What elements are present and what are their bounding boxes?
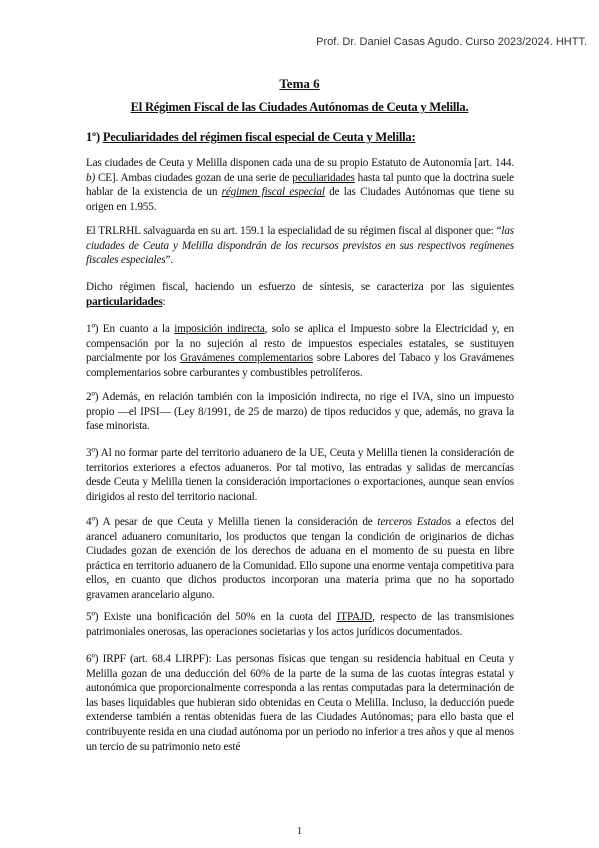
- paragraph-estatuto: [86, 156, 514, 214]
- p7-text-b: terceros Estados: [377, 516, 452, 528]
- page-number: 1: [296, 825, 303, 837]
- p1-text-c: CE]. Ambas ciudades gozan de una serie de: [95, 171, 293, 184]
- p8-text-b: ITPAJD: [336, 611, 373, 623]
- p2-text-b: las ciudades de Ceuta y Melilla dispondrán de los recursos previstos en sus respectivos regímenes fiscales especiales: [86, 225, 514, 267]
- paragraph-item-2: 2º) Además, en relación también con la imposición indirecta, no rige el IVA, sino un impuesto propio —el IPSI— (Ley 8/1991, de 25 de marzo) de tipos reducidos y que, además, no grava la fase minorista.: [86, 391, 514, 433]
- p3-text-c: :: [162, 295, 166, 308]
- section-heading-number: 1º): [86, 130, 103, 144]
- header-note: Prof. Dr. Daniel Casas Agudo. Curso 2023/2024. HHTT.: [316, 36, 587, 48]
- p4-text-b: imposición indirecta: [174, 323, 265, 335]
- section-heading-text: Peculiaridades del régimen fiscal especial de Ceuta y Melilla:: [102, 130, 416, 144]
- p4-text-d: Gravámenes complementarios: [180, 352, 314, 365]
- p8-text-a: 5º) Existe una bonificación del 50% en la cuota del: [86, 611, 337, 623]
- section-heading: [86, 130, 526, 145]
- p4-text-e: sobre Labores del Tabaco y los Gravámenes complementarios sobre carburantes y combustibles petrolíferos.: [86, 352, 515, 379]
- p2-text-a: El TRLRHL salvaguarda en su art. 159.1 la especialidad de su régimen fiscal al disponer que: “: [86, 225, 502, 237]
- p7-text-a: 4º) A pesar de que Ceuta y Melilla tienen la consideración de: [86, 516, 378, 528]
- p1-text-f: régimen fiscal especial: [221, 186, 325, 199]
- p2-text-c: ”.: [165, 254, 173, 267]
- p4-text-a: 1º) En cuanto a la: [86, 323, 175, 335]
- p7-text-c: a efectos del arancel aduanero comunitario, los productos que tengan la condición de originarios de dichas Ciudades gozan de exención de los derechos de aduana en el momento de su puesta en libre práctica en territorio aduanero de la Comunidad. Ello supone una enorme ventaja competitiva para ellos, en cuanto que dichos productos incorporan una materia prima que no ha soportado gravamen arancelario alguno.: [86, 516, 514, 601]
- p8-text-c: , respecto de las transmisiones patrimoniales onerosas, las operaciones societarias y los actos jurídicos documentados.: [86, 611, 514, 638]
- p3-text-a: Dicho régimen fiscal, haciendo un esfuerzo de síntesis, se caracteriza por las siguientes: [86, 281, 514, 293]
- page-title: Tema 6: [279, 76, 320, 91]
- paragraph-particularidades: [86, 280, 514, 309]
- paragraph-item-5: [86, 610, 514, 639]
- p1-text-d: peculiaridades: [292, 171, 355, 184]
- p1-text-a: Las ciudades de Ceuta y Melilla disponen cada una de su propio Estatuto de Autonomía [art. 144.: [86, 157, 514, 169]
- p1-text-g: de las Ciudades Autónomas que tiene su origen en 1.955.: [86, 186, 514, 213]
- p4-text-c: , solo se aplica el Impuesto sobre la Electricidad y, en compensación por la no sujeción al resto de impuestos especiales estatales, se sustituyen parcialmente por los: [86, 323, 514, 365]
- p3-text-b: particularidades: [86, 295, 163, 308]
- paragraph-item-6: 6º) IRPF (art. 68.4 LIRPF): Las personas físicas que tengan su residencia habitual en Ceuta y Melilla gozan de una deducción del 60% de la parte de la suma de las cuotas íntegras estatal y autonómica que proporcionalmente corresponda a las rentas computadas para la determinación de las bases liquidables que hubieran sido obtenidas en Ceuta o Melilla. Incluso, la deducción puede extenderse también a rentas obtenidas fuera de las Ciudades Autónomas; para ello basta que el contribuyente resida en una ciudad autónoma por un periodo no inferior a tres años y que al menos un tercio de su patrimonio neto esté: [86, 653, 514, 753]
- paragraph-item-4: [86, 515, 514, 603]
- paragraph-item-1: [86, 322, 514, 380]
- p1-text-b: b): [86, 171, 96, 184]
- page-subtitle: El Régimen Fiscal de las Ciudades Autónomas de Ceuta y Melilla.: [130, 100, 469, 114]
- paragraph-item-3: 3º) Al no formar parte del territorio aduanero de la UE, Ceuta y Melilla tienen la consideración de territorios exteriores a efectos aduaneros. Por tal motivo, las entradas y salidas de mercancías desde Ceuta y Melilla tienen la consideración importaciones o exportaciones, aunque sean envíos dirigidos al resto del territorio nacional.: [86, 447, 514, 503]
- paragraph-trlrhl: [86, 224, 514, 268]
- p1-text-e: hasta tal punto que la doctrina suele hablar de la existencia de un: [86, 171, 514, 199]
